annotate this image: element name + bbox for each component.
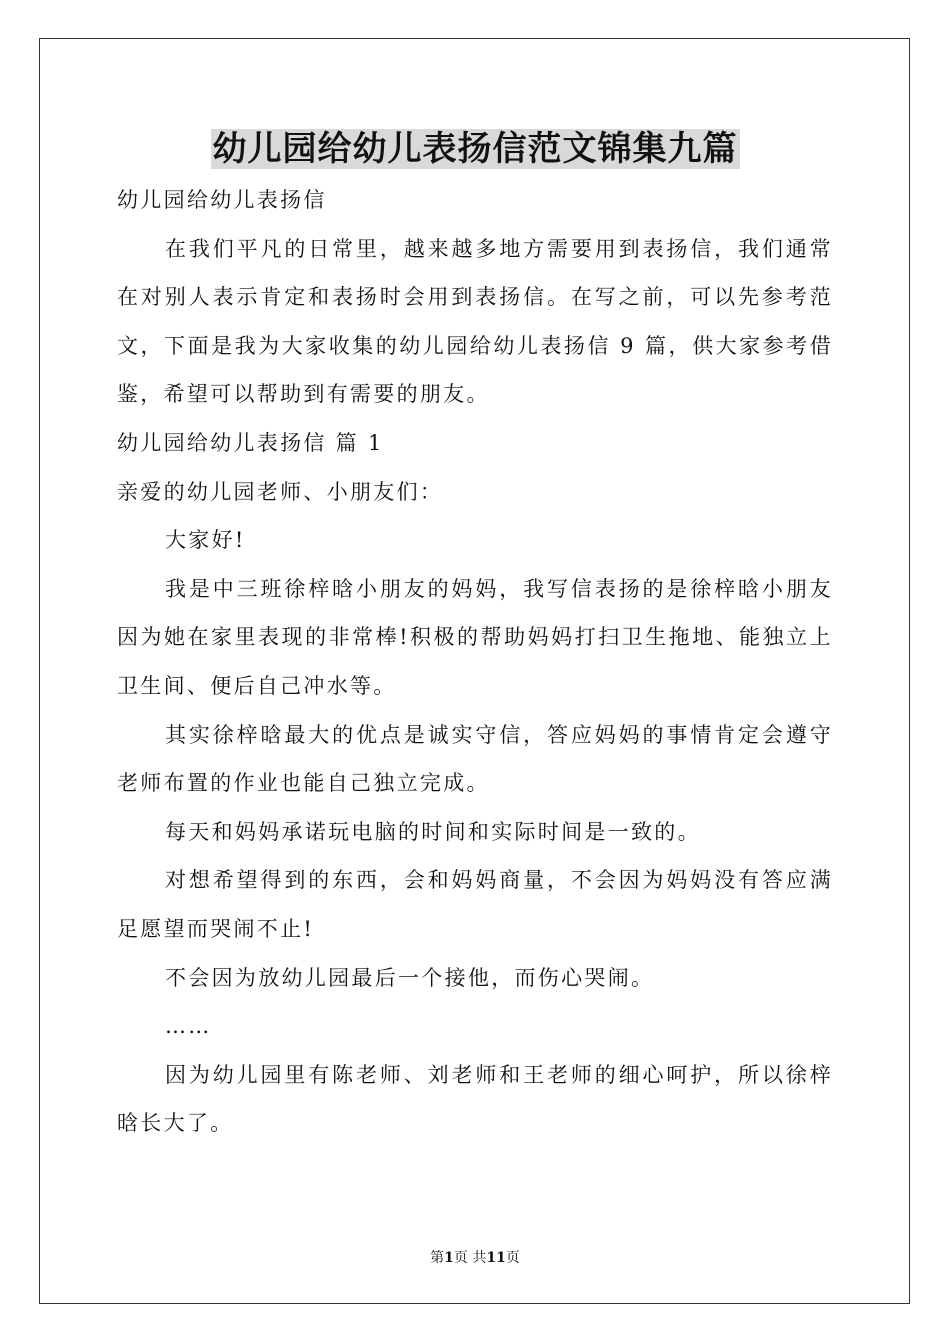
page-footer — [0, 1248, 950, 1268]
paragraph-body: 我是中三班徐梓晗小朋友的妈妈，我写信表扬的是徐梓晗小朋友因为她在家里表现的非常棒!积极的帮助妈妈打扫卫生拖地、能独立上卫生间、便后自己冲水等。 — [117, 576, 833, 698]
document-title-text: 幼儿园给幼儿表扬信范文锦集九篇 — [212, 129, 738, 169]
document-title — [0, 126, 950, 172]
paragraph-body: 其实徐梓晗最大的优点是诚实守信，答应妈妈的事情肯定会遵守老师布置的作业也能自己独立完成。 — [117, 722, 833, 796]
paragraph-salutation: 亲爱的幼儿园老师、小朋友们： — [117, 479, 444, 504]
footer-total-pages: 11 — [486, 1250, 506, 1266]
paragraph-greeting: 大家好! — [165, 528, 246, 553]
footer-suffix: 页 — [505, 1250, 520, 1266]
paragraph-section-title: 幼儿园给幼儿表扬信 篇 1 — [117, 430, 384, 455]
paragraph-body: 每天和妈妈承诺玩电脑的时间和实际时间是一致的。 — [165, 819, 701, 844]
paragraph-body: 因为幼儿园里有陈老师、刘老师和王老师的细心呵护，所以徐梓晗长大了。 — [117, 1062, 833, 1136]
paragraph-body: 不会因为放幼儿园最后一个接他，而伤心哭闹。 — [165, 965, 655, 990]
footer-mid: 页 共 — [453, 1250, 487, 1266]
paragraph-body: 对想希望得到的东西，会和妈妈商量，不会因为妈妈没有答应满足愿望而哭闹不止! — [117, 868, 833, 941]
paragraph-heading: 幼儿园给幼儿表扬信 — [117, 188, 327, 212]
paragraph-ellipsis: …… — [165, 1014, 212, 1039]
document-body — [117, 176, 833, 1148]
footer-current-page: 1 — [444, 1250, 454, 1266]
paragraph-intro: 在我们平凡的日常里，越来越多地方需要用到表扬信，我们通常在对别人表示肯定和表扬时会用到表扬信。在写之前，可以先参考范文，下面是我为大家收集的幼儿园给幼儿表扬信 9 篇，供大家参考借鉴，希望可以帮助到有需要的朋友。 — [117, 236, 833, 407]
footer-prefix: 第 — [430, 1250, 445, 1266]
